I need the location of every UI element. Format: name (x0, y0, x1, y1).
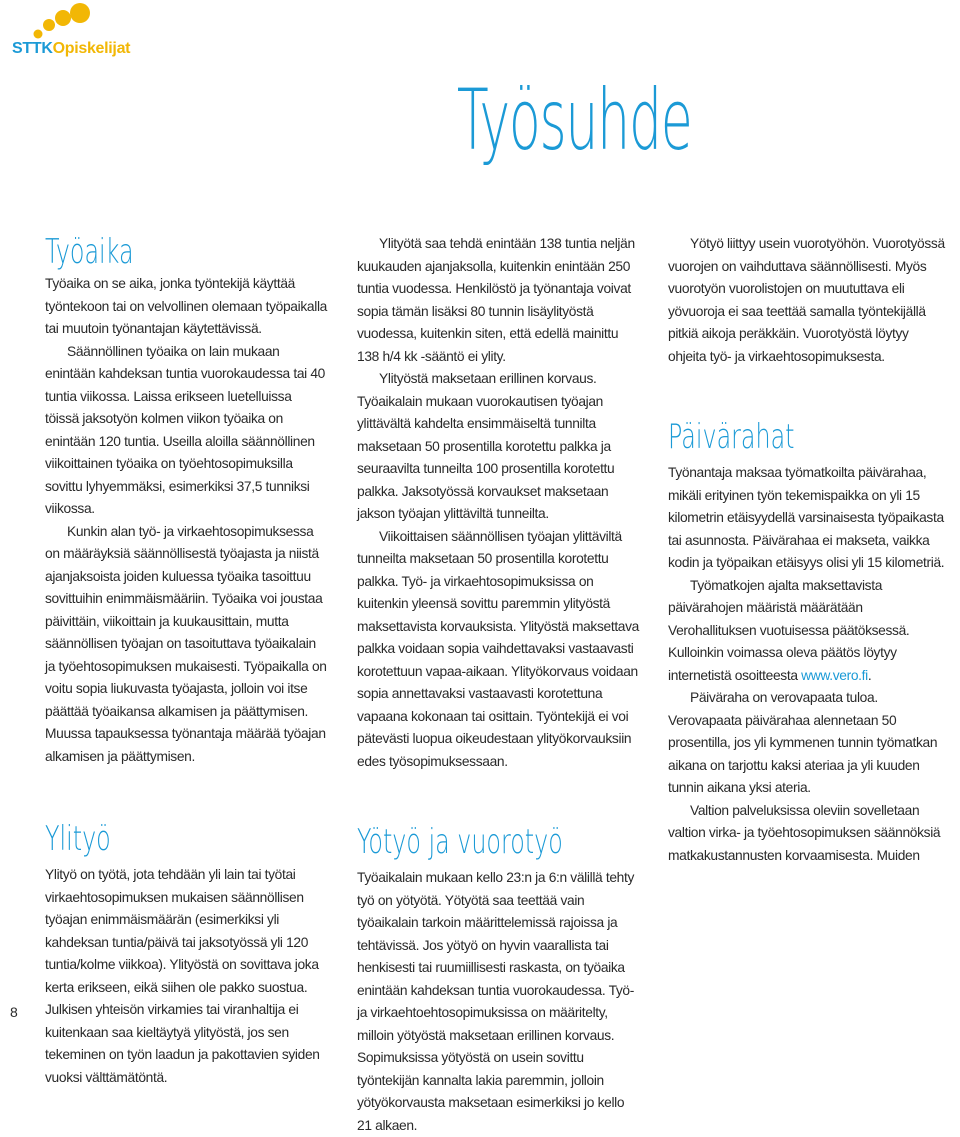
column-3 (668, 233, 950, 867)
sttk-opiskelijat-logo (6, 0, 146, 62)
paragraph: Kunkin alan työ- ja virkaehtosopimuksessa on määräyksiä säännöllisestä työajasta ja niistä ajanjaksoista joiden kuluessa työaika tasoittuu sovittuihin enimmäismääriin. Työaika voi joustaa päivittäin, viikoittain ja kuukausittain, mutta säännöllisen työajan on tasoituttava työaikalain ja työehtosopimuksen mukaisesti. Työpaikalla on voitu sopia liukuvasta työajasta, jolloin voi itse päättää työaikansa alkamisen ja päättymisen. Muussa tapauksessa työnantaja määrää työajan alkamisen ja päättymisen. (45, 523, 327, 764)
heading-paivarahat: Päivärahat (668, 417, 795, 457)
paragraph: Valtion palveluksissa oleviin sovelletaan valtion virka- ja työehtosopimuksen säännöksiä matkakustannusten korvaamisesta. Muiden (668, 802, 941, 863)
paragraph: Ylityö on työtä, jota tehdään yli lain tai työtai virkaehtosopimuksen mukaisen säännöllisen työajan enimmäismäärän (esimerkiksi yli kahdeksan tuntia/päivä tai jaksotyössä yli 120 tuntia/kolme viikkoa). Ylityöstä on sovittava joka kerta erikseen, eikä siihen ole pakko suostua. Julkisen yhteisön virkamies tai viranhaltija ei kuitenkaan saa kieltäytyä ylityöstä, jos sen tekeminen on työn laadun ja pakottavien syiden vuoksi välttämätöntä. (45, 867, 320, 1085)
paragraph: Ylityöstä maksetaan erillinen korvaus. Työaikalain mukaan vuorokautisen työajan ylittävältä kahdelta ensimmäiseltä tunnilta maksetaan 50 prosentilla korotettu palkka ja seuraavilta tunneilta 100 prosentilla korotettu palkka. Jaksotyössä korvaukset maksetaan jakson työajan ylittäviltä tunneilta. (357, 371, 615, 521)
page-title: Työsuhde (457, 71, 692, 169)
paragraph (668, 575, 950, 688)
paragraph: Viikoittaisen säännöllisen työajan ylittäviltä tunneilta maksetaan 50 prosentilla korotettu palkka. Työ- ja virkaehtosopimuksissa on kuitenkin yleensä sovittu paremmin ylityöstä maksettavista korvauksista. Ylityöstä maksettava palkka voidaan sopia vaihdettavaksi vastaavasti korotettuun vapaa-aikaan. Ylityökorvaus voidaan sopia annettavaksi vastaavasti korotettuna vapaana kokonaan tai osittain. Työntekijä ei voi pätevästi luopua oikeudestaan ylityökorvauksiin edes työsopimuksessaan. (357, 528, 639, 769)
logo-wordmark-sttk: STTK (12, 40, 53, 57)
paragraph: Työnantaja maksaa työmatkoilta päivärahaa, mikäli erityinen työn tekemispaikka on yli 15 kilometrin etäisyydellä varsinaisesta työpaikasta tai asunnosta. Päivärahaa ei makseta, vaikka kodin ja työpaikan etäisyys olisi yli 15 kilometriä. (668, 465, 945, 570)
paragraph: Ylityötä saa tehdä enintään 138 tuntia neljän kuukauden ajanjaksolla, kuitenkin enintään 250 tuntia vuodessa. Henkilöstö ja työnantaja voivat sopia tämän lisäksi 80 tunnin lisäylityöstä vuodessa, kuitenkin siten, että edellä mainittu 138 h/4 kk -sääntö ei ylity. (357, 236, 635, 364)
logo-dots-icon (30, 0, 100, 42)
column-2 (357, 233, 639, 1133)
paragraph: Työaikalain mukaan kello 23:n ja 6:n välillä tehty työ on yötyötä. Yötyötä saa teettää vain työaikalain tarkoin määrittelemissä rajoissa ja tehtävissä. Jos yötyö on hyvin vaarallista tai henkisesti tai ruumiillisesti raskasta, on työaika enintään kahdeksan tuntia vuorokaudessa. Työ- ja virkaehtoehtosopimuksissa on määritelty, milloin yötyöstä maksetaan erillinen korvaus. Sopimuksissa yötyöstä on usein sovittu työntekijän kannalta lakia paremmin, jolloin yötyökorvausta maksetaan esimerkiksi jo kello 21 alkaen. (357, 870, 635, 1133)
paragraph: Yötyö liittyy usein vuorotyöhön. Vuorotyössä vuorojen on vaihduttava säännöllisesti. Myös vuorotyön vuorolistojen on muututtava eli yövuoroja ei saa teettää samalla työntekijällä pitkiä aikoja peräkkäin. Vuorotyöstä löytyy ohjeita työ- ja virkaehtosopimuksesta. (668, 236, 945, 364)
paragraph: Säännöllinen työaika on lain mukaan enintään kahdeksan tuntia vuorokaudessa tai 40 tuntia viikossa. Laissa erikseen luetelluissa töissä jaksotyön kolmen viikon työaika on enintään 120 tuntia. Useilla aloilla säännöllinen viikoittainen työaika on työehtosopimuksilla sovittu lyhyemmäksi, esimerkiksi 37,5 tunniksi viikossa. (45, 343, 325, 516)
heading-yotyo-ja-vuorotyo: Yötyö ja vuorotyö (357, 822, 563, 862)
paragraph-text: . (867, 667, 872, 683)
column-1 (45, 232, 327, 1085)
paragraph: Työaika on se aika, jonka työntekijä käyttää työntekoon tai on velvollinen olemaan työpaikalla tai muutoin työnantajan käytettävissä. (45, 276, 327, 336)
logo-wordmark-opiskelijat: Opiskelijat (52, 40, 131, 57)
heading-ylityo: Ylityö (45, 819, 111, 859)
vero-fi-link[interactable]: www.vero.fi (801, 667, 868, 683)
logo-wordmark (12, 40, 130, 58)
page-number: 8 (10, 1004, 18, 1020)
paragraph-text: Työmatkojen ajalta maksettavista päivärahojen määristä määrätään Verohallituksen vuotuisessa päätöksessä. Kulloinkin voimassa oleva päätös löytyy internetistä osoitteesta (668, 577, 910, 683)
heading-tyoaika: Työaika (45, 232, 134, 272)
paragraph: Päiväraha on verovapaata tuloa. Verovapaata päivärahaa alennetaan 50 prosentilla, jos yli kymmenen tunnin työmatkan aikana on tarjottu kaksi ateriaa ja yli kuuden tunnin aikana yksi ateria. (668, 690, 938, 795)
